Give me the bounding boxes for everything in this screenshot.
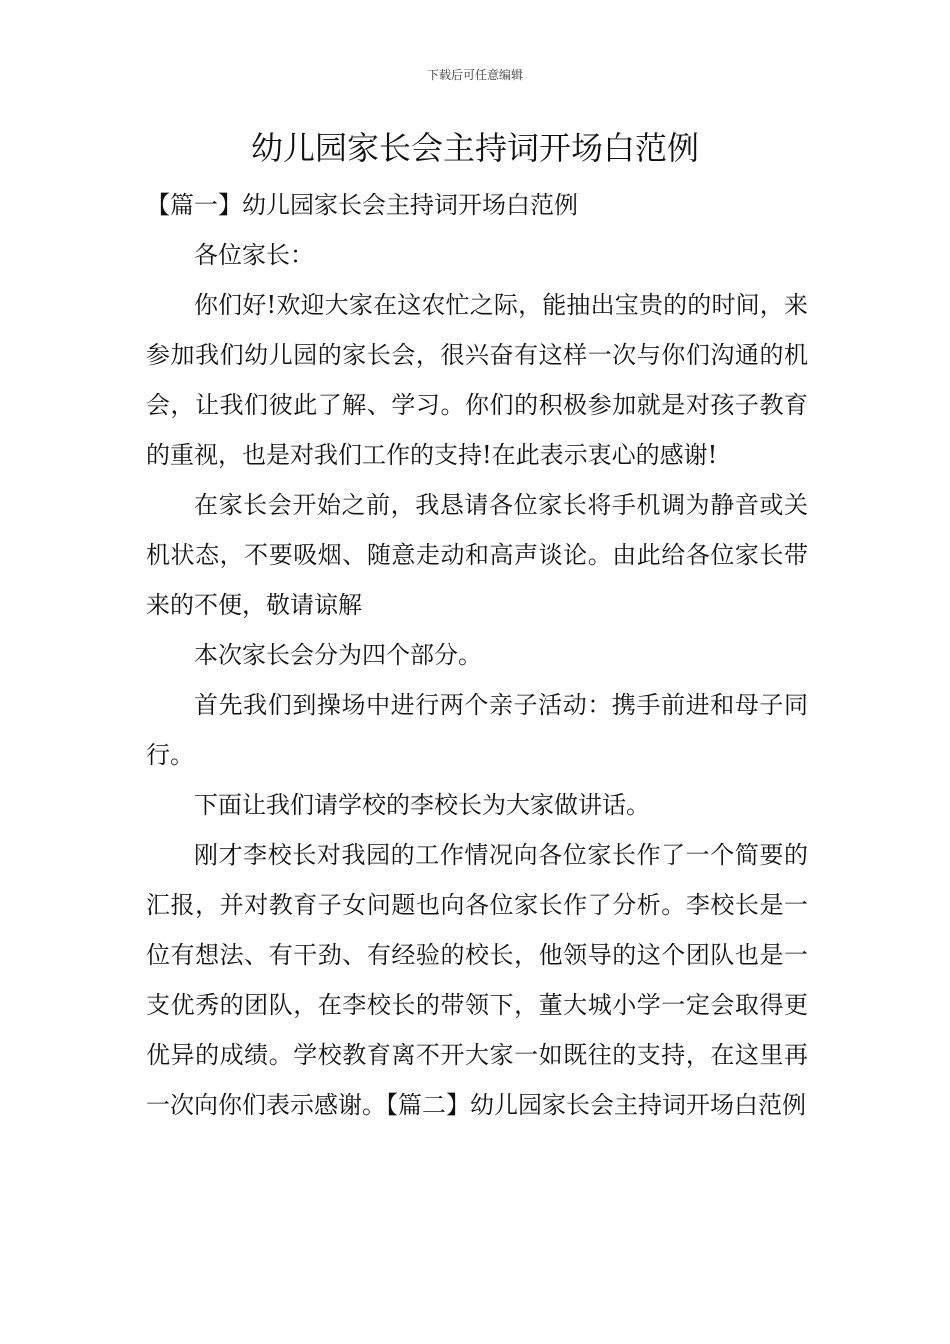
document-title: 幼儿园家长会主持词开场白范例 (250, 129, 699, 167)
paragraph-phone-notice: 在家长会开始之前，我恳请各位家长将手机调为静音或关机状态，不要吸烟、随意走动和高声谈论。由此给各位家长带来的不便，敬请谅解 (146, 491, 808, 619)
paragraph-greeting: 各位家长： (194, 241, 314, 269)
paragraph-welcome: 你们好!欢迎大家在这农忙之际，能抽出宝贵的的时间，来参加我们幼儿园的家长会，很兴奋有这样一次与你们沟通的机会，让我们彼此了解、学习。你们的积极参加就是对孩子教育的重视，也是对我们工作的支持!在此表示衷心的感谢! (146, 291, 808, 469)
paragraph-agenda: 本次家长会分为四个部分。 (194, 641, 482, 669)
paragraph-activities: 首先我们到操场中进行两个亲子活动：携手前进和母子同行。 (146, 691, 808, 769)
header-note: 下载后可任意编辑 (426, 68, 523, 82)
paragraph-thanks: 刚才李校长对我园的工作情况向各位家长作了一个简要的汇报，并对教育子女问题也向各位家长作了分析。李校长是一位有想法、有干劲、有经验的校长，他领导的这个团队也是一支优秀的团队，在李校长的带领下，董大城小学一定会取得更优异的成绩。学校教育离不开大家一如既往的支持，在这里再一次向你们表示感谢。【篇二】幼儿园家长会主持词开场白范例 (146, 841, 808, 1119)
paragraph-principal-intro: 下面让我们请学校的李校长为大家做讲话。 (194, 791, 650, 819)
document-body (146, 180, 808, 1130)
section-heading: 【篇一】幼儿园家长会主持词开场白范例 (146, 191, 578, 219)
